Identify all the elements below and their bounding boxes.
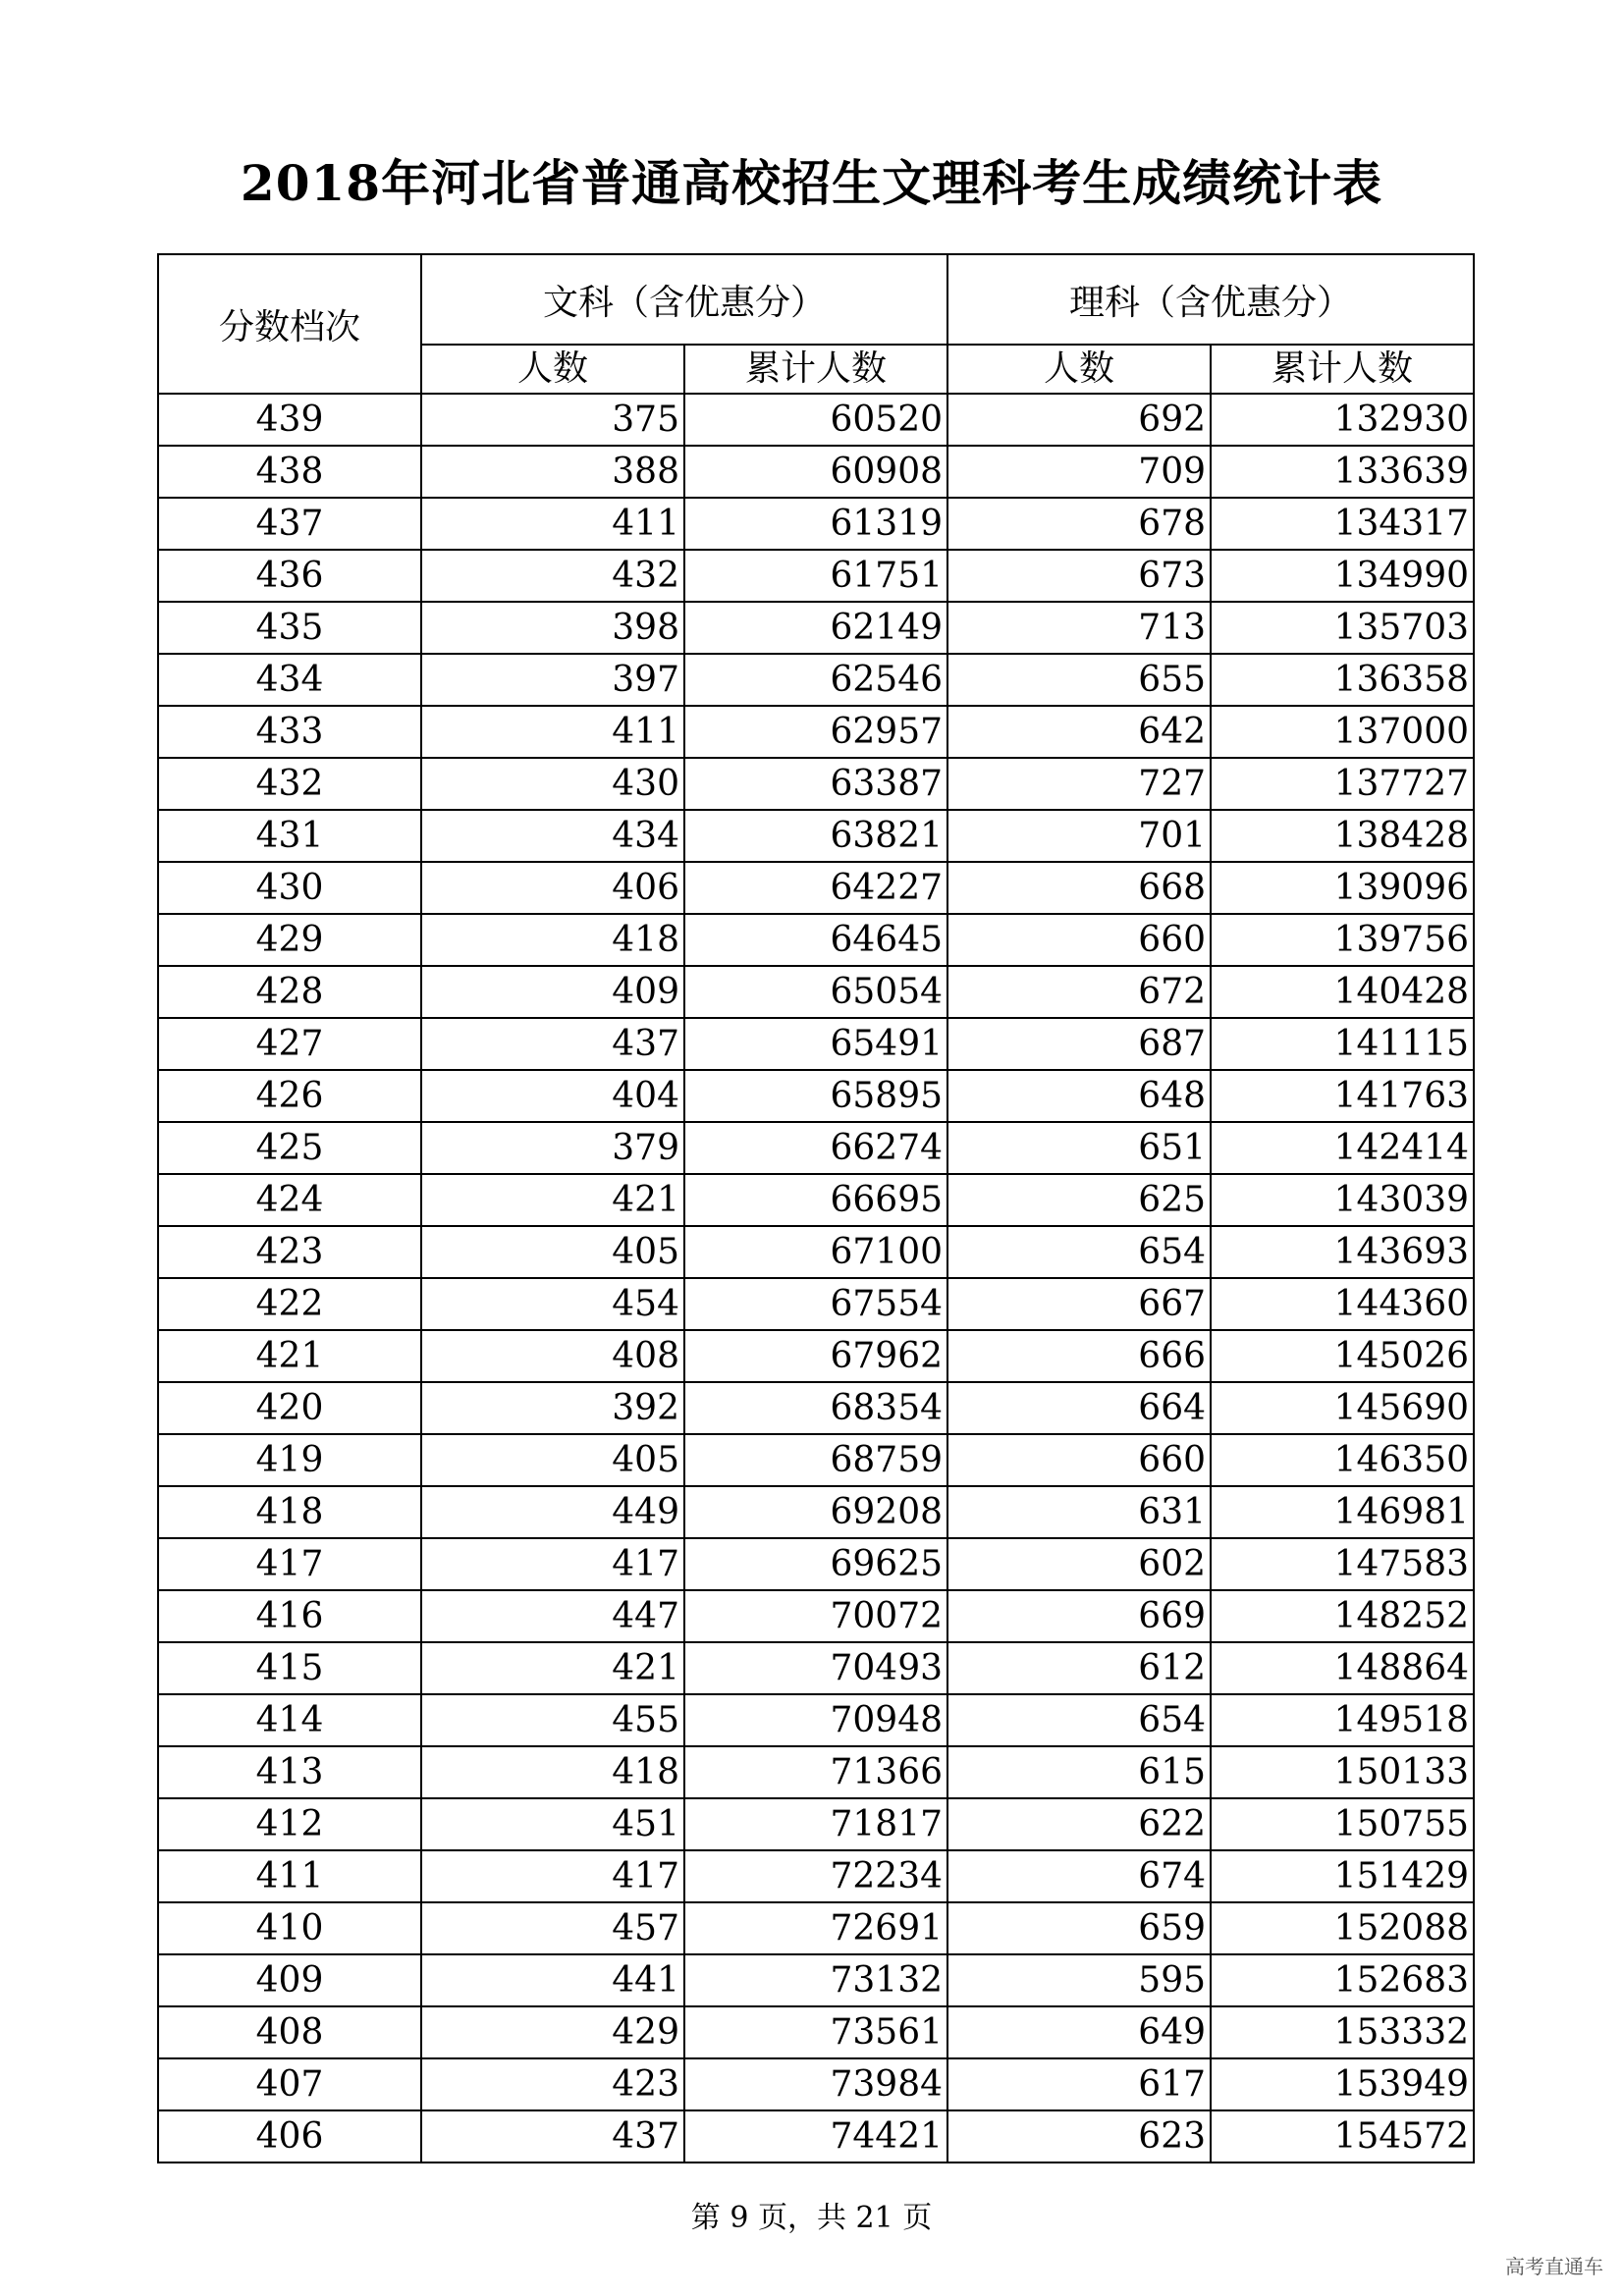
liberal-arts-count-cell: 417	[421, 1850, 684, 1902]
score-cell: 432	[158, 758, 421, 810]
science-cumulative-cell: 149518	[1211, 1694, 1474, 1746]
science-count-cell: 659	[947, 1902, 1211, 1954]
score-cell: 436	[158, 550, 421, 602]
table-row	[158, 550, 1474, 602]
science-count-cell: 692	[947, 394, 1211, 446]
science-cumulative-cell: 154572	[1211, 2110, 1474, 2163]
science-count-cell: 660	[947, 1434, 1211, 1486]
science-cumulative-cell: 132930	[1211, 394, 1474, 446]
score-cell: 414	[158, 1694, 421, 1746]
liberal-arts-count-cell: 455	[421, 1694, 684, 1746]
liberal-arts-cumulative-cell: 69625	[684, 1538, 947, 1590]
table-row	[158, 706, 1474, 758]
science-cumulative-cell: 133639	[1211, 446, 1474, 498]
liberal-arts-count-cell: 441	[421, 1954, 684, 2006]
liberal-arts-count-cell: 449	[421, 1486, 684, 1538]
science-count-cell: 727	[947, 758, 1211, 810]
science-cumulative-cell: 141763	[1211, 1070, 1474, 1122]
liberal-arts-count-cell: 388	[421, 446, 684, 498]
score-cell: 427	[158, 1018, 421, 1070]
liberal-arts-cumulative-cell: 72691	[684, 1902, 947, 1954]
score-cell: 407	[158, 2058, 421, 2110]
liberal-arts-count-cell: 417	[421, 1538, 684, 1590]
science-count-cell: 623	[947, 2110, 1211, 2163]
table-row	[158, 1226, 1474, 1278]
watermark: 高考直通车	[1505, 2255, 1603, 2278]
score-cell: 408	[158, 2006, 421, 2058]
science-cumulative-cell: 142414	[1211, 1122, 1474, 1174]
science-count-cell: 655	[947, 654, 1211, 706]
table-row	[158, 2058, 1474, 2110]
table-row	[158, 1018, 1474, 1070]
science-count-cell: 672	[947, 966, 1211, 1018]
liberal-arts-count-cell: 421	[421, 1642, 684, 1694]
science-cumulative-cell: 148864	[1211, 1642, 1474, 1694]
science-count-cell: 595	[947, 1954, 1211, 2006]
table-row	[158, 1694, 1474, 1746]
table-row	[158, 602, 1474, 654]
science-cumulative-cell: 137000	[1211, 706, 1474, 758]
science-count-cell: 687	[947, 1018, 1211, 1070]
science-cumulative-cell: 151429	[1211, 1850, 1474, 1902]
score-cell: 431	[158, 810, 421, 862]
score-cell: 437	[158, 498, 421, 550]
liberal-arts-cumulative-cell: 73132	[684, 1954, 947, 2006]
table-row	[158, 758, 1474, 810]
liberal-arts-count-cell: 437	[421, 2110, 684, 2163]
science-count-cell: 701	[947, 810, 1211, 862]
score-cell: 422	[158, 1278, 421, 1330]
science-cumulative-cell: 148252	[1211, 1590, 1474, 1642]
liberal-arts-cumulative-cell: 61319	[684, 498, 947, 550]
liberal-arts-cumulative-cell: 65491	[684, 1018, 947, 1070]
liberal-arts-count-cell: 451	[421, 1798, 684, 1850]
liberal-arts-cumulative-cell: 71817	[684, 1798, 947, 1850]
science-count-cell: 660	[947, 914, 1211, 966]
table-body	[158, 394, 1474, 2163]
science-cumulative-cell: 141115	[1211, 1018, 1474, 1070]
science-cumulative-cell: 138428	[1211, 810, 1474, 862]
science-count-header: 人数	[947, 345, 1211, 394]
table-row	[158, 862, 1474, 914]
table-row	[158, 1278, 1474, 1330]
science-cumulative-cell: 143693	[1211, 1226, 1474, 1278]
liberal-arts-count-cell: 434	[421, 810, 684, 862]
liberal-arts-count-cell: 454	[421, 1278, 684, 1330]
science-cumulative-header: 累计人数	[1211, 345, 1474, 394]
table-row	[158, 1174, 1474, 1226]
score-cell: 416	[158, 1590, 421, 1642]
liberal-arts-cumulative-cell: 69208	[684, 1486, 947, 1538]
table-row	[158, 810, 1474, 862]
science-count-cell: 678	[947, 498, 1211, 550]
science-cumulative-cell: 153949	[1211, 2058, 1474, 2110]
liberal-arts-cumulative-cell: 60908	[684, 446, 947, 498]
liberal-arts-cumulative-cell: 63821	[684, 810, 947, 862]
score-cell: 434	[158, 654, 421, 706]
liberal-arts-cumulative-cell: 60520	[684, 394, 947, 446]
table-row	[158, 1486, 1474, 1538]
science-count-cell: 631	[947, 1486, 1211, 1538]
science-cumulative-cell: 144360	[1211, 1278, 1474, 1330]
score-cell: 413	[158, 1746, 421, 1798]
liberal-arts-count-cell: 405	[421, 1434, 684, 1486]
science-count-cell: 673	[947, 550, 1211, 602]
table-row	[158, 1122, 1474, 1174]
score-cell: 409	[158, 1954, 421, 2006]
science-cumulative-cell: 137727	[1211, 758, 1474, 810]
score-cell: 421	[158, 1330, 421, 1382]
science-count-cell: 667	[947, 1278, 1211, 1330]
liberal-arts-count-cell: 404	[421, 1070, 684, 1122]
liberal-arts-cumulative-cell: 68759	[684, 1434, 947, 1486]
liberal-arts-count-cell: 421	[421, 1174, 684, 1226]
score-cell: 429	[158, 914, 421, 966]
liberal-arts-count-cell: 429	[421, 2006, 684, 2058]
liberal-arts-cumulative-cell: 62546	[684, 654, 947, 706]
science-count-cell: 642	[947, 706, 1211, 758]
score-cell: 406	[158, 2110, 421, 2163]
science-count-cell: 622	[947, 1798, 1211, 1850]
liberal-arts-cumulative-cell: 66274	[684, 1122, 947, 1174]
liberal-arts-cumulative-cell: 67100	[684, 1226, 947, 1278]
table-row	[158, 1850, 1474, 1902]
score-cell: 433	[158, 706, 421, 758]
science-cumulative-cell: 152088	[1211, 1902, 1474, 1954]
liberal-arts-header: 文科（含优惠分）	[421, 254, 947, 345]
science-count-cell: 612	[947, 1642, 1211, 1694]
science-count-cell: 654	[947, 1694, 1211, 1746]
liberal-arts-cumulative-cell: 74421	[684, 2110, 947, 2163]
liberal-arts-cumulative-cell: 66695	[684, 1174, 947, 1226]
table-row	[158, 1798, 1474, 1850]
science-count-cell: 651	[947, 1122, 1211, 1174]
liberal-arts-cumulative-cell: 61751	[684, 550, 947, 602]
liberal-arts-count-cell: 457	[421, 1902, 684, 1954]
liberal-arts-count-cell: 375	[421, 394, 684, 446]
liberal-arts-cumulative-header: 累计人数	[684, 345, 947, 394]
score-cell: 438	[158, 446, 421, 498]
liberal-arts-count-cell: 418	[421, 1746, 684, 1798]
science-count-cell: 648	[947, 1070, 1211, 1122]
table-row	[158, 498, 1474, 550]
liberal-arts-count-cell: 437	[421, 1018, 684, 1070]
liberal-arts-count-cell: 418	[421, 914, 684, 966]
table-row	[158, 2110, 1474, 2163]
science-cumulative-cell: 135703	[1211, 602, 1474, 654]
science-count-cell: 654	[947, 1226, 1211, 1278]
science-count-cell: 625	[947, 1174, 1211, 1226]
score-cell: 417	[158, 1538, 421, 1590]
science-cumulative-cell: 136358	[1211, 654, 1474, 706]
score-cell: 418	[158, 1486, 421, 1538]
table-row	[158, 1590, 1474, 1642]
science-cumulative-cell: 153332	[1211, 2006, 1474, 2058]
liberal-arts-count-cell: 408	[421, 1330, 684, 1382]
table-row	[158, 966, 1474, 1018]
table-row	[158, 654, 1474, 706]
table-row	[158, 1382, 1474, 1434]
science-cumulative-cell: 152683	[1211, 1954, 1474, 2006]
table-row	[158, 1642, 1474, 1694]
table-row	[158, 1746, 1474, 1798]
science-count-cell: 709	[947, 446, 1211, 498]
liberal-arts-cumulative-cell: 67554	[684, 1278, 947, 1330]
page-title: 2018年河北省普通高校招生文理科考生成绩统计表	[240, 154, 1383, 212]
score-cell: 410	[158, 1902, 421, 1954]
table-row	[158, 2006, 1474, 2058]
science-cumulative-cell: 134317	[1211, 498, 1474, 550]
science-count-cell: 668	[947, 862, 1211, 914]
liberal-arts-count-cell: 406	[421, 862, 684, 914]
liberal-arts-count-cell: 398	[421, 602, 684, 654]
score-cell: 425	[158, 1122, 421, 1174]
science-cumulative-cell: 145690	[1211, 1382, 1474, 1434]
science-cumulative-cell: 134990	[1211, 550, 1474, 602]
table-row	[158, 446, 1474, 498]
liberal-arts-cumulative-cell: 64227	[684, 862, 947, 914]
liberal-arts-count-cell: 447	[421, 1590, 684, 1642]
liberal-arts-count-cell: 409	[421, 966, 684, 1018]
science-cumulative-cell: 139756	[1211, 914, 1474, 966]
science-cumulative-cell: 140428	[1211, 966, 1474, 1018]
liberal-arts-cumulative-cell: 68354	[684, 1382, 947, 1434]
score-cell: 412	[158, 1798, 421, 1850]
science-count-cell: 664	[947, 1382, 1211, 1434]
score-cell: 420	[158, 1382, 421, 1434]
liberal-arts-cumulative-cell: 70948	[684, 1694, 947, 1746]
science-count-cell: 713	[947, 602, 1211, 654]
liberal-arts-count-cell: 411	[421, 706, 684, 758]
table-row	[158, 1954, 1474, 2006]
science-count-cell: 615	[947, 1746, 1211, 1798]
liberal-arts-cumulative-cell: 65054	[684, 966, 947, 1018]
score-cell: 430	[158, 862, 421, 914]
table-row	[158, 914, 1474, 966]
liberal-arts-cumulative-cell: 73984	[684, 2058, 947, 2110]
score-cell: 419	[158, 1434, 421, 1486]
table-row	[158, 1434, 1474, 1486]
score-level-header: 分数档次	[158, 254, 421, 394]
science-count-cell: 674	[947, 1850, 1211, 1902]
liberal-arts-cumulative-cell: 67962	[684, 1330, 947, 1382]
liberal-arts-count-cell: 423	[421, 2058, 684, 2110]
liberal-arts-count-cell: 411	[421, 498, 684, 550]
science-count-cell: 669	[947, 1590, 1211, 1642]
score-cell: 411	[158, 1850, 421, 1902]
score-cell: 435	[158, 602, 421, 654]
liberal-arts-count-header: 人数	[421, 345, 684, 394]
score-cell: 424	[158, 1174, 421, 1226]
score-cell: 415	[158, 1642, 421, 1694]
science-cumulative-cell: 146981	[1211, 1486, 1474, 1538]
liberal-arts-count-cell: 392	[421, 1382, 684, 1434]
science-cumulative-cell: 146350	[1211, 1434, 1474, 1486]
liberal-arts-cumulative-cell: 70493	[684, 1642, 947, 1694]
score-cell: 423	[158, 1226, 421, 1278]
science-count-cell: 666	[947, 1330, 1211, 1382]
science-header: 理科（含优惠分）	[947, 254, 1474, 345]
science-cumulative-cell: 143039	[1211, 1174, 1474, 1226]
science-cumulative-cell: 139096	[1211, 862, 1474, 914]
liberal-arts-cumulative-cell: 63387	[684, 758, 947, 810]
science-cumulative-cell: 145026	[1211, 1330, 1474, 1382]
table-row	[158, 1902, 1474, 1954]
liberal-arts-cumulative-cell: 70072	[684, 1590, 947, 1642]
science-cumulative-cell: 150133	[1211, 1746, 1474, 1798]
score-cell: 428	[158, 966, 421, 1018]
score-statistics-table	[157, 253, 1475, 2163]
liberal-arts-count-cell: 432	[421, 550, 684, 602]
liberal-arts-count-cell: 397	[421, 654, 684, 706]
liberal-arts-cumulative-cell: 73561	[684, 2006, 947, 2058]
science-cumulative-cell: 147583	[1211, 1538, 1474, 1590]
science-cumulative-cell: 150755	[1211, 1798, 1474, 1850]
liberal-arts-count-cell: 379	[421, 1122, 684, 1174]
liberal-arts-cumulative-cell: 62149	[684, 602, 947, 654]
liberal-arts-cumulative-cell: 64645	[684, 914, 947, 966]
liberal-arts-cumulative-cell: 62957	[684, 706, 947, 758]
table-row	[158, 394, 1474, 446]
page-footer: 第 9 页，共 21 页	[690, 2201, 933, 2235]
liberal-arts-cumulative-cell: 71366	[684, 1746, 947, 1798]
science-count-cell: 617	[947, 2058, 1211, 2110]
science-count-cell: 649	[947, 2006, 1211, 2058]
liberal-arts-count-cell: 430	[421, 758, 684, 810]
table-header	[158, 254, 1474, 394]
score-cell: 426	[158, 1070, 421, 1122]
table-row	[158, 1070, 1474, 1122]
score-cell: 439	[158, 394, 421, 446]
table-row	[158, 1538, 1474, 1590]
science-count-cell: 602	[947, 1538, 1211, 1590]
table-row	[158, 1330, 1474, 1382]
liberal-arts-cumulative-cell: 65895	[684, 1070, 947, 1122]
liberal-arts-count-cell: 405	[421, 1226, 684, 1278]
liberal-arts-cumulative-cell: 72234	[684, 1850, 947, 1902]
